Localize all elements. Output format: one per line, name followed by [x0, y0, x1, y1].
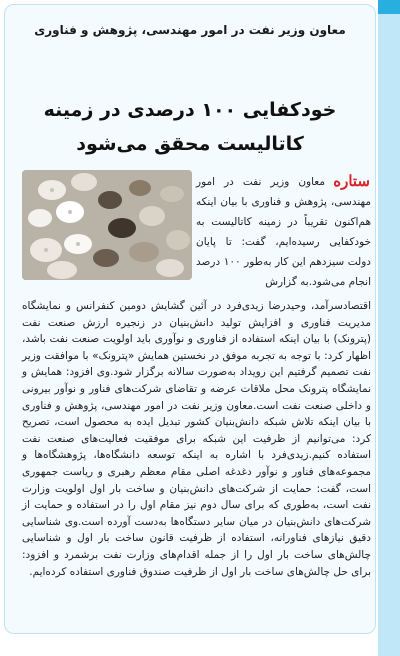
catalyst-photo: [22, 170, 192, 280]
article-lead-paragraph: معاون وزیر نفت در امور مهندسی، پژوهش و فناوری با بیان اینکه هم‌اکنون تقریباً در زمینه کاتالیست به خودکفایی رسیده‌ایم، گفت: تا پایان دولت سیزدهم این کار به‌طور ۱۰۰ درصد انجام می‌شود.به گزارش: [196, 176, 371, 288]
article-headline: خودکفایی ۱۰۰ درصدی در زمینه کاتالیست محقق می‌شود: [43, 99, 337, 155]
article-body-paragraph: اقتصادسرآمد، وحیدرضا زیدی‌فرد در آئین گشایش دومین کنفرانس و نمایشگاه مدیریت فناوری و افزایش تولید دانش‌بنیان در زنجیره ارزش صنعت نفت (پترونک) با بیان اینکه استفاده از فناوری و نوآوری باید اولویت صنعت نفت باشد، اظهار کرد: با توجه به تجربه موفق در نخستین همایش «پترونک» با موافقت وزیر نفت تصمیم گرفتیم این رویداد به‌صورت سالانه برگزار شود.وی افزود: همایش و نمایشگاه پترونک محل ملاقات عرضه و تقاضای شرکت‌های فناور و نوآور بیرونی و داخلی صنعت نفت است.معاون وزیر نفت در امور مهندسی، پژوهش و فناوری با بیان اینکه تلاش شبکه دانش‌بنیان کشور تبدیل ایده به محصول است، تصریح کرد: می‌توانیم از ظرفیت این شبکه برای موفقیت فعالیت‌های صنعت نفت استفاده کنیم.زیدی‌فرد با اشاره به اینکه توسعه دانشگاه‌ها، پژوهشگاه‌ها و مجموعه‌های فناور و نوآور دغدغه اصلی مقام معظم رهبری و ریاست جمهوری است، گفت: حمایت از شرکت‌های دانش‌بنیان و ساخت بار اول اولویت وزارت نفت است، به‌طوری که برای سال دوم نیز مقام اول را در استفاده و حمایت از شرکت‌های دانش‌بنیان در میان سایر دستگاه‌ها به‌دست آورده است.وی شناسایی دقیق نیازهای فناورانه، استفاده از ظرفیت قانون ساخت بار اول و شناسایی چالش‌های ساخت بار اول را از جمله اقدام‌های وزارت نفت برشمرد و افزود: برای حل چالش‌های ساخت بار اول از ظرفیت صندوق فناوری استفاده کرده‌ایم.: [22, 300, 371, 578]
side-color-tab: [378, 0, 400, 14]
catalyst-pellets-image: [22, 170, 192, 280]
article-kicker: معاون وزیر نفت در امور مهندسی، پژوهش و فناوری: [34, 23, 346, 37]
side-color-bar: [378, 0, 400, 656]
newspaper-brand-logo: ستاره: [333, 172, 370, 190]
